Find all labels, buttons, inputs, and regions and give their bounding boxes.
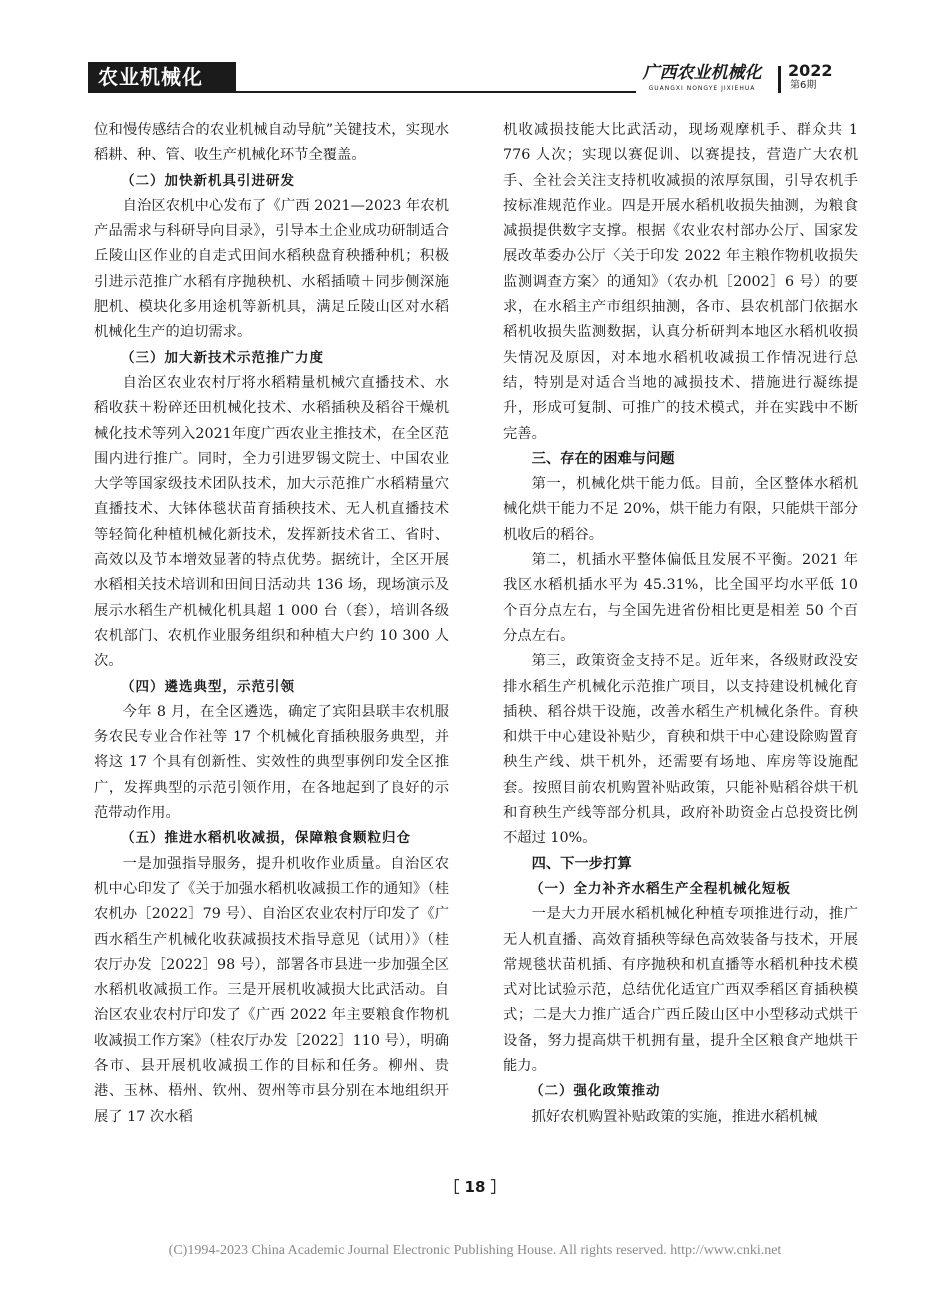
page-number: ［ 18 ］ xyxy=(444,1178,506,1196)
paragraph: 机收减损技能大比武活动，现场观摩机手、群众共 1 776 人次；实现以赛促训、以赛提技，营造广大农机手、全社会关注支持机收减损的浓厚氛围，引导农机手按标准规范作业。四是开展水稻机收损失抽测，为粮食减损提供数字支撑。根据《农业农村部办公厅、国家发展改革委办公厅〈关于印发 2022 年主粮作物机收损失监测调查方案〉的通知》（农办机［2002］6 号）的要求，在水稻主产市组织抽测，各市、县农机部门依据水稻机收损失监测数据，认真分析研判本地区水稻机收损失情况及原因，对本地水稻机收减损工作情况进行总结，特别是对适合当地的减损技术、措施进行凝练提升，形成可复制、可推广的技术模式，并在实践中不断完善。 xyxy=(503,122,858,442)
paragraph: 第三，政策资金支持不足。近年来，各级财政没安排水稻生产机械化示范推广项目，以支持建设机械化育插秧、稻谷烘干设施，改善水稻生产机械化条件。育秧和烘干中心建设补贴少，育秧和烘干中心建设除购置育秧生产线、烘干机外，还需要有场地、库房等设施配套。按照目前农机购置补贴政策，只能补贴稻谷烘干机和育秧生产线等部分机具，政府补助资金占总投资比例不超过 10%。 xyxy=(503,653,858,847)
subsection-heading: （四）遴选典型，示范引领 xyxy=(121,678,295,695)
subsection-heading: （五）推进水稻机收减损，保障粮食颗粒归仓 xyxy=(121,830,411,847)
left-column xyxy=(94,118,449,1130)
section-title: 农业机械化 xyxy=(88,62,236,93)
section-heading: 四、下一步打算 xyxy=(531,855,632,872)
journal-name-cn: 广西农业机械化 xyxy=(642,63,762,83)
journal-logo xyxy=(638,62,766,96)
paragraph: 今年 8 月，在全区遴选，确定了宾阳县联丰农机服务农民专业合作社等 17 个机械化育插秧服务典型，并将这 17 个具有创新性、实效性的典型事例印发全区推广，发挥典型的示范引领作用，在各地起到了良好的示范带动作用。 xyxy=(94,703,449,822)
paragraph: 位和慢传感结合的农业机械自动导航”关键技术，实现水稻耕、种、管、收生产机械化环节全覆盖。 xyxy=(94,122,449,164)
header-rule xyxy=(236,91,636,93)
journal-name-en: GUANGXI NONGYE JIXIEHUA xyxy=(648,85,756,92)
issue-number: 第6期 xyxy=(790,80,817,91)
paragraph: 抓好农机购置补贴政策的实施，推进水稻机械 xyxy=(531,1108,818,1125)
paragraph: 第二，机插水平整体偏低且发展不平衡。2021 年我区水稻机插水平为 45.31%，比全国平均水平低 10 个百分点左右，与全国先进省份相比更是相差 50 个百分点左右。 xyxy=(503,552,858,644)
page-header xyxy=(88,62,848,96)
paragraph: 自治区农机中心发布了《广西 2021—2023 年农机产品需求与科研导向目录》，引导本土企业成功研制适合丘陵山区作业的自走式田间水稻秧盘育秧播种机；积极引进示范推广水稻有序抛秧机、水稻插喷＋同步侧深施肥机、模块化多用途机等新机具，满足丘陵山区对水稻机械化生产的迫切需求。 xyxy=(94,197,449,341)
issue-year: 2022 xyxy=(788,61,833,80)
subsection-heading: （二）强化政策推动 xyxy=(530,1083,661,1100)
paragraph: 自治区农业农村厅将水稻精量机械穴直播技术、水稻收获＋粉碎还田机械化技术、水稻插秧及稻谷干燥机械化技术等列入2021年度广西农业主推技术，在全区范围内进行推广。同时，全力引进罗锡文院士、中国农业大学等国家级技术团队技术，加大示范推广水稻精量穴直播技术、大钵体毯状苗育插秧技术、无人机直播技术等轻简化种植机械化新技术，发挥新技术省工、省时、高效以及节本增效显著的特点优势。据统计，全区开展水稻相关技术培训和田间日活动共 136 场，现场演示及展示水稻生产机械化机具超 1 000 台（套），培训各级农机部门、农机作业服务组织和种植大户约 10 300 人次。 xyxy=(94,374,449,670)
subsection-heading: （三）加大新技术示范推广力度 xyxy=(121,349,324,366)
header-divider xyxy=(778,66,781,93)
right-column xyxy=(503,118,858,1130)
section-heading: 三、存在的困难与问题 xyxy=(531,450,675,467)
subsection-heading: （一）全力补齐水稻生产全程机械化短板 xyxy=(530,880,791,897)
paragraph: 一是大力开展水稻机械化种植专项推进行动，推广无人机直播、高效育插秧等绿色高效装备与技术，开展常规毯状苗机插、有序抛秧和机直播等水稻机种技术模式对比试验示范，总结优化适宜广西双季稻区育插秧模式；二是大力推广适合广西丘陵山区中小型移动式烘干设备，努力提高烘干机拥有量，提升全区粮食产地烘干能力。 xyxy=(503,906,858,1074)
paragraph: 一是加强指导服务，提升机收作业质量。自治区农机中心印发了《关于加强水稻机收减损工作的通知》（桂农机办［2022］79 号）、自治区农业农村厅印发了《广西水稻生产机械化收获减损技术指导意见（试用）》（桂农厅办发［2022］98 号），部署各市县进一步加强全区水稻机收减损工作。三是开展机收减损大比武活动。自治区农业农村厅印发了《广西 2022 年主要粮食作物机收减损工作方案》（桂农厅办发［2022］110 号），明确各市、县开展机收减损工作的目标和任务。柳州、贵港、玉林、梧州、钦州、贺州等市县分别在本地组织开展了 17 次水稻 xyxy=(94,855,449,1125)
subsection-heading: （二）加快新机具引进研发 xyxy=(121,172,295,189)
paragraph: 第一，机械化烘干能力低。目前，全区整体水稻机械化烘干能力不足 20%，烘干能力有限，只能烘干部分机收后的稻谷。 xyxy=(503,476,858,543)
copyright-notice: (C)1994-2023 China Academic Journal Electronic Publishing House. All rights reserved. http://www.cnki.net xyxy=(168,1243,782,1258)
